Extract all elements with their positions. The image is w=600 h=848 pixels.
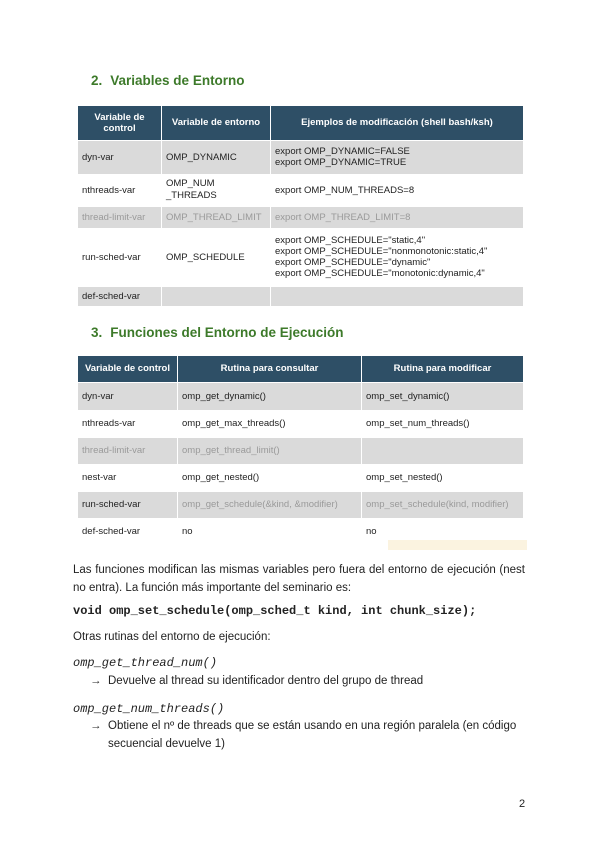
- header-cell: Variable de control: [78, 106, 162, 140]
- cell: export OMP_NUM_THREADS=8: [271, 174, 524, 206]
- cell: omp_set_dynamic(): [362, 382, 524, 410]
- section-title: Variables de Entorno: [110, 73, 245, 88]
- highlight-stamp: [388, 540, 527, 550]
- cell: [271, 286, 524, 306]
- cell: omp_set_nested(): [362, 464, 524, 491]
- cell: omp_get_schedule(&kind, &modifier): [178, 491, 362, 518]
- cell-line: export OMP_DYNAMIC=TRUE: [275, 157, 407, 168]
- cell-line: export OMP_SCHEDULE="monotonic:dynamic,4": [275, 268, 485, 279]
- cell: no: [178, 518, 362, 545]
- table-row: [78, 174, 524, 206]
- section-number: 2.: [91, 73, 103, 88]
- cell: def-sched-var: [78, 518, 178, 545]
- cell: OMP_SCHEDULE: [162, 228, 271, 286]
- cell: dyn-var: [78, 382, 178, 410]
- header-cell: Rutina para modificar: [362, 356, 524, 382]
- table-header-row: [78, 106, 524, 140]
- cell: OMP_DYNAMIC: [162, 140, 271, 174]
- cell: export OMP_THREAD_LIMIT=8: [271, 206, 524, 228]
- runtime-functions-table: [78, 356, 524, 546]
- header-cell: Ejemplos de modificación (shell bash/ksh): [271, 106, 524, 140]
- function-signature: void omp_set_schedule(omp_sched_t kind, int chunk_size);: [73, 604, 477, 618]
- cell: omp_get_dynamic(): [178, 382, 362, 410]
- cell: thread-limit-var: [78, 437, 178, 464]
- env-variables-table: [78, 106, 524, 307]
- description-text: Devuelve al thread su identificador dentro del grupo de thread: [108, 675, 424, 687]
- cell-line: export OMP_DYNAMIC=FALSE: [275, 146, 410, 157]
- cell: nest-var: [78, 464, 178, 491]
- cell: omp_set_schedule(kind, modifier): [362, 491, 524, 518]
- cell: omp_set_num_threads(): [362, 410, 524, 437]
- cell: [271, 140, 524, 174]
- table-row: [78, 228, 524, 286]
- table-row: [78, 382, 524, 410]
- cell: [162, 286, 271, 306]
- cell: OMP_NUM _THREADS: [162, 174, 271, 206]
- cell-line: export OMP_SCHEDULE="static,4": [275, 235, 426, 246]
- table-row: [78, 286, 524, 306]
- table-row: [78, 437, 524, 464]
- section-title: Funciones del Entorno de Ejecución: [110, 325, 344, 340]
- arrow-icon: →: [90, 720, 102, 732]
- cell-line: export OMP_SCHEDULE="dynamic": [275, 257, 431, 268]
- cell: [362, 437, 524, 464]
- paragraph: Otras rutinas del entorno de ejecución:: [73, 631, 271, 643]
- arrow-icon: →: [90, 675, 102, 687]
- header-cell: Variable de entorno: [162, 106, 271, 140]
- cell: run-sched-var: [78, 491, 178, 518]
- cell: nthreads-var: [78, 410, 178, 437]
- section-number: 3.: [91, 325, 103, 340]
- table-row: [78, 491, 524, 518]
- cell: def-sched-var: [78, 286, 162, 306]
- cell: dyn-var: [78, 140, 162, 174]
- routine-name: omp_get_num_threads(): [73, 702, 225, 716]
- cell: [271, 228, 524, 286]
- description-text: Obtiene el nº de threads que se están usando en una región paralela (en código secuencial devuelve 1): [108, 720, 517, 750]
- table-row: [78, 464, 524, 491]
- cell: run-sched-var: [78, 228, 162, 286]
- routine-description: [90, 672, 530, 690]
- cell-line: export OMP_SCHEDULE="nonmonotonic:static,4": [275, 246, 488, 257]
- cell: omp_get_max_threads(): [178, 410, 362, 437]
- section-2-heading: [91, 73, 245, 88]
- table-header-row: [78, 356, 524, 382]
- section-3-heading: [91, 325, 344, 340]
- table-row: [78, 206, 524, 228]
- cell: omp_get_thread_limit(): [178, 437, 362, 464]
- routine-description: [90, 717, 548, 753]
- header-cell: Variable de control: [78, 356, 178, 382]
- paragraph: Las funciones modifican las mismas variables pero fuera del entorno de ejecución (nest no entra). La función más importante del seminario es:: [73, 564, 525, 594]
- page-number: 2: [519, 798, 526, 810]
- routine-name: omp_get_thread_num(): [73, 656, 218, 670]
- header-cell: Rutina para consultar: [178, 356, 362, 382]
- cell: nthreads-var: [78, 174, 162, 206]
- cell: OMP_THREAD_LIMIT: [162, 206, 271, 228]
- table-row: [78, 410, 524, 437]
- cell: no: [362, 518, 524, 545]
- cell: omp_get_nested(): [178, 464, 362, 491]
- cell: thread-limit-var: [78, 206, 162, 228]
- table-row: [78, 140, 524, 174]
